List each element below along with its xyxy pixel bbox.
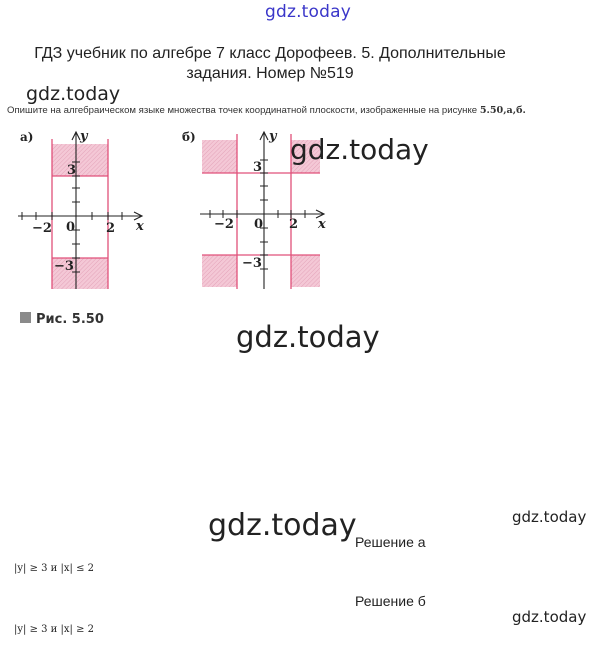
task-text [7, 105, 526, 116]
watermark: gdz.today [512, 608, 587, 626]
panel-b-label: б) [182, 130, 196, 144]
site-logo[interactable]: gdz.today [264, 2, 352, 22]
task-text-suffix: ,а,б. [503, 105, 526, 116]
tick-label-0-a: 0 [66, 220, 76, 235]
task-text-body: Опишите на алгебраическом языке множества точек координатной плоскости, изображенные на рисунке [7, 105, 478, 116]
tick-label-minus-3-a: −3 [54, 259, 74, 274]
tick-label-3-a: 3 [67, 163, 77, 178]
solution-a-heading: Решение а [355, 534, 426, 550]
watermark: gdz.today [26, 83, 121, 105]
ticks-a [22, 162, 122, 272]
tick-label-3-b: 3 [253, 160, 263, 175]
tick-label-0-b: 0 [254, 217, 264, 232]
y-axis-label-a: y [80, 129, 88, 144]
page-title: ГДЗ учебник по алгебре 7 класс Дорофеев. 5. Дополнительные задания. Номер №519 [34, 45, 506, 82]
panel-a-label: а) [20, 130, 34, 144]
tick-label-2-a: 2 [106, 221, 116, 236]
shaded-region-b-bottom-left [202, 255, 237, 287]
figure-reference: 5.50 [479, 105, 504, 116]
caption-marker [20, 312, 31, 323]
solution-b-answer: |y| ≥ 3 и |x| ≥ 2 [14, 624, 94, 635]
tick-label-2-b: 2 [289, 217, 299, 232]
shaded-region-b-bottom-right [291, 255, 320, 287]
tick-label-minus-2-a: −2 [32, 221, 52, 236]
tick-label-minus-3-b: −3 [242, 256, 262, 271]
solution-a-answer: |y| ≥ 3 и |x| ≤ 2 [14, 563, 94, 574]
watermark: gdz.today [208, 508, 357, 543]
panel-a [18, 129, 144, 289]
x-axis-label-a: x [136, 219, 144, 234]
figure-caption: Рис. 5.50 [36, 312, 104, 327]
watermark: gdz.today [512, 508, 587, 526]
watermark: gdz.today [236, 320, 380, 354]
shaded-region-a-top [52, 144, 108, 176]
shaded-region-b-top-left [202, 140, 237, 173]
x-axis-label-b: x [318, 217, 326, 232]
watermark: gdz.today [290, 133, 429, 166]
tick-label-minus-2-b: −2 [214, 217, 234, 232]
solution-b-heading: Решение б [355, 593, 426, 609]
y-axis-label-b: y [269, 129, 277, 144]
